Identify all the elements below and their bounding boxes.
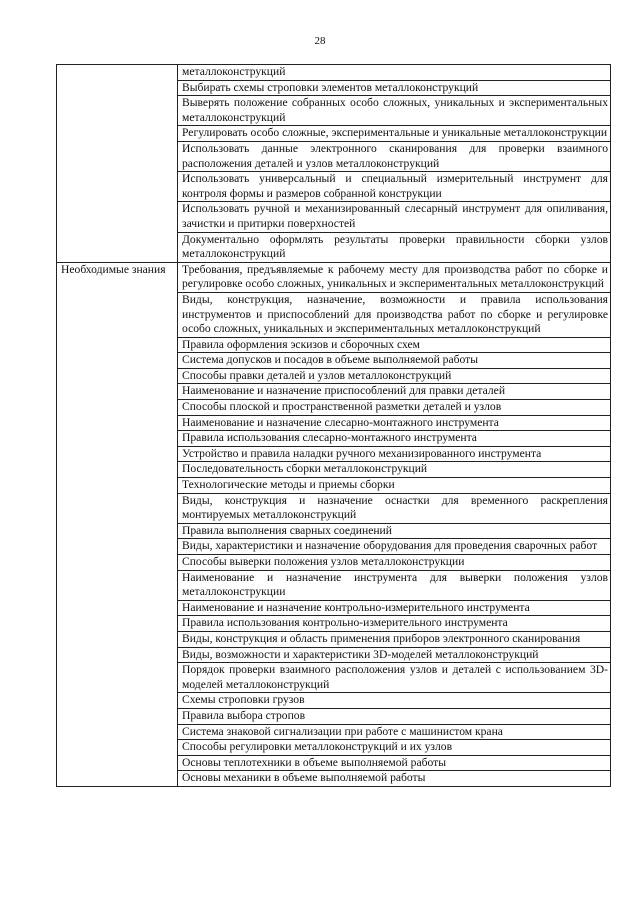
requirements-table [56,64,611,787]
table-cell-item: Документально оформлять результаты проверки правильности сборки узлов металлоконструкций [178,232,611,262]
table-cell-item: Правила оформления эскизов и сборочных схем [178,337,611,353]
table-row [57,262,611,292]
table-cell-item: Основы механики в объеме выполняемой работы [178,771,611,787]
section-label: Необходимые знания [57,262,178,786]
table-cell-item: Выбирать схемы строповки элементов металлоконструкций [178,80,611,96]
table-cell-item: Устройство и правила наладки ручного механизированного инструмента [178,446,611,462]
table-cell-item: Использовать ручной и механизированный слесарный инструмент для опиливания, зачистки и притирки поверхностей [178,202,611,232]
table-cell-item: Основы теплотехники в объеме выполняемой работы [178,755,611,771]
table-cell-item: Использовать универсальный и специальный измерительный инструмент для контроля формы и размеров собранной конструкции [178,172,611,202]
table-cell-item: Правила выбора стропов [178,708,611,724]
section-label [57,65,178,263]
table-cell-item: Последовательность сборки металлоконструкций [178,462,611,478]
table-cell-item: Технологические методы и приемы сборки [178,478,611,494]
table-cell-item: Наименование и назначение контрольно-измерительного инструмента [178,600,611,616]
table-cell-item: Выверять положение собранных особо сложных, уникальных и экспериментальных металлоконструкций [178,96,611,126]
table-cell-item: Способы регулировки металлоконструкций и их узлов [178,740,611,756]
table-cell-item: Требования, предъявляемые к рабочему месту для производства работ по сборке и регулировке особо сложных, уникальных и экспериментальных металлоконструкций [178,262,611,292]
table-cell-item: Наименование и назначение инструмента для выверки положения узлов металлоконструкции [178,570,611,600]
table-cell-item: Виды, конструкция и назначение оснастки для временного раскрепления монтируемых металлоконструкций [178,493,611,523]
table-cell-item: металлоконструкций [178,65,611,81]
table-cell-item: Использовать данные электронного сканирования для проверки взаимного расположения деталей и узлов металлоконструкций [178,141,611,171]
table-cell-item: Система знаковой сигнализации при работе с машинистом крана [178,724,611,740]
table-body [57,65,611,787]
table-cell-item: Схемы строповки грузов [178,693,611,709]
table-cell-item: Способы правки деталей и узлов металлоконструкций [178,368,611,384]
table-cell-item: Правила выполнения сварных соединений [178,523,611,539]
table-cell-item: Порядок проверки взаимного расположения узлов и деталей с использованием 3D-моделей металлоконструкций [178,663,611,693]
table-cell-item: Виды, конструкция и область применения приборов электронного сканирования [178,631,611,647]
table-cell-item: Виды, конструкция, назначение, возможности и правила использования инструментов и приспособлений для производства работ по сборке и регулировке особо сложных, уникальных и экспериментальных металлоконструкций [178,292,611,337]
page-number: 28 [314,35,326,47]
table-row [57,65,611,81]
table-cell-item: Виды, возможности и характеристики 3D-моделей металлоконструкций [178,647,611,663]
table-cell-item: Наименование и назначение приспособлений для правки деталей [178,384,611,400]
table-cell-item: Способы выверки положения узлов металлоконструкции [178,555,611,571]
table-cell-item: Правила использования слесарно-монтажного инструмента [178,431,611,447]
table-cell-item: Наименование и назначение слесарно-монтажного инструмента [178,415,611,431]
table-cell-item: Система допусков и посадов в объеме выполняемой работы [178,353,611,369]
table-cell-item: Виды, характеристики и назначение оборудования для проведения сварочных работ [178,539,611,555]
table-cell-item: Правила использования контрольно-измерительного инструмента [178,616,611,632]
table-cell-item: Регулировать особо сложные, экспериментальные и уникальные металлоконструкции [178,126,611,142]
table-cell-item: Способы плоской и пространственной разметки деталей и узлов [178,400,611,416]
